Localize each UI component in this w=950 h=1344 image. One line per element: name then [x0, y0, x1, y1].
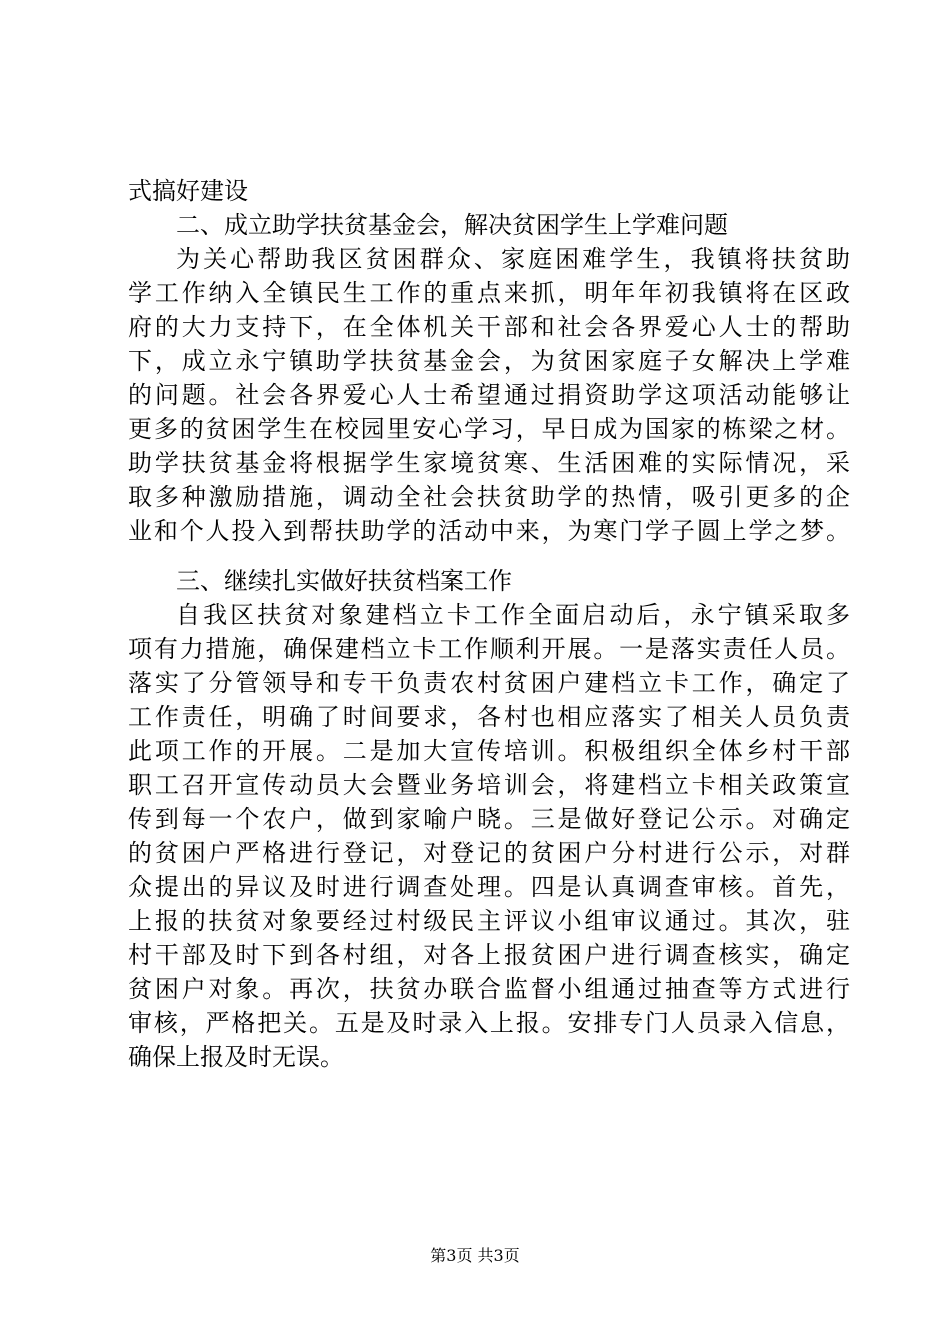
- section-heading: 二、成立助学扶贫基金会，解决贫困学生上学难问题: [176, 211, 728, 239]
- text-line: 自我区扶贫对象建档立卡工作全面启动后，永宁镇采取多: [176, 601, 850, 629]
- section-heading: 三、继续扎实做好扶贫档案工作: [176, 567, 512, 595]
- text-line: 传到每一个农户，做到家喻户晓。三是做好登记公示。对确定: [128, 805, 850, 833]
- document-body: [128, 174, 850, 1074]
- text-line: 更多的贫困学生在校园里安心学习，早日成为国家的栋梁之材。: [128, 415, 850, 443]
- text-line: 村干部及时下到各村组，对各上报贫困户进行调查核实，确定: [128, 941, 850, 969]
- page-footer: 第3页 共3页: [430, 1246, 520, 1265]
- text-line: 上报的扶贫对象要经过村级民主评议小组审议通过。其次，驻: [128, 907, 850, 935]
- text-line: 的贫困户严格进行登记，对登记的贫困户分村进行公示，对群: [128, 839, 850, 867]
- text-line: 学工作纳入全镇民生工作的重点来抓，明年年初我镇将在区政: [128, 279, 850, 307]
- text-line: 式搞好建设: [128, 177, 248, 205]
- text-line: 审核，严格把关。五是及时录入上报。安排专门人员录入信息，: [128, 1009, 850, 1037]
- text-line: 确保上报及时无误。: [128, 1043, 344, 1071]
- text-line: 落实了分管领导和专干负责农村贫困户建档立卡工作，确定了: [128, 669, 850, 697]
- text-line: 府的大力支持下，在全体机关干部和社会各界爱心人士的帮助: [128, 313, 850, 341]
- text-line: 下，成立永宁镇助学扶贫基金会，为贫困家庭子女解决上学难: [128, 347, 850, 375]
- text-line: 职工召开宣传动员大会暨业务培训会，将建档立卡相关政策宣: [128, 771, 850, 799]
- text-line: 助学扶贫基金将根据学生家境贫寒、生活困难的实际情况，采: [128, 449, 850, 477]
- text-line: 此项工作的开展。二是加大宣传培训。积极组织全体乡村干部: [128, 737, 850, 765]
- text-line: 业和个人投入到帮扶助学的活动中来，为寒门学子圆上学之梦。: [128, 517, 850, 545]
- text-line: 为关心帮助我区贫困群众、家庭困难学生，我镇将扶贫助: [176, 245, 850, 273]
- text-line: 的问题。社会各界爱心人士希望通过捐资助学这项活动能够让: [128, 381, 850, 409]
- paragraph-gap: [128, 548, 850, 564]
- text-line: 项有力措施，确保建档立卡工作顺利开展。一是落实责任人员。: [128, 635, 850, 663]
- text-line: 工作责任，明确了时间要求，各村也相应落实了相关人员负责: [128, 703, 850, 731]
- text-line: 取多种激励措施，调动全社会扶贫助学的热情，吸引更多的企: [128, 483, 850, 511]
- text-line: 贫困户对象。再次，扶贫办联合监督小组通过抽查等方式进行: [128, 975, 850, 1003]
- text-line: 众提出的异议及时进行调查处理。四是认真调查审核。首先，: [128, 873, 850, 901]
